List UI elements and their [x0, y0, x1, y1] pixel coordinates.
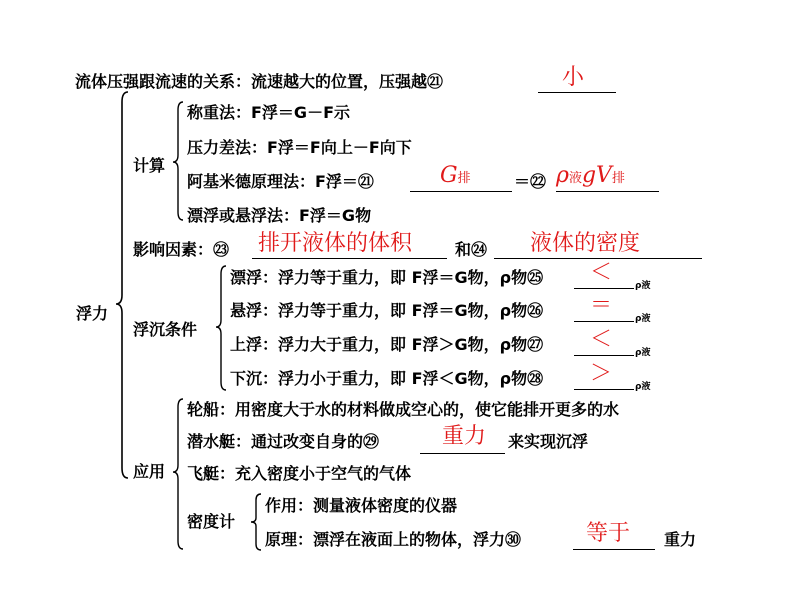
factors-prefix: 影响因素：㉓ — [133, 240, 230, 259]
sink-float-row-1: 漂浮：浮力等于重力，即 F浮＝G物，ρ物㉕ — [230, 268, 544, 287]
calc-label: 计算 — [133, 156, 166, 175]
flow-answer-underline — [538, 92, 616, 93]
hydrometer-use: 作用：测量液体密度的仪器 — [265, 496, 458, 515]
sink-float-label: 浮沉条件 — [133, 320, 198, 339]
sink-float-row-3: 上浮：浮力大于重力，即 F浮＞G物，ρ物㉗ — [230, 335, 544, 354]
archimedes-underline-2 — [556, 191, 659, 192]
factors-answer-density: 液体的密度 — [530, 231, 641, 256]
bracket-root — [114, 90, 134, 480]
archimedes-answer-g: G排 — [440, 163, 471, 188]
sink-float-underline-4 — [574, 389, 634, 390]
sink-float-suffix-2: ρ液 — [635, 314, 651, 324]
sink-float-suffix-4: ρ液 — [635, 382, 651, 392]
sink-float-underline-2 — [574, 321, 634, 322]
application-ship: 轮船：用密度大于水的材料做成空心的，使它能排开更多的水 — [187, 400, 620, 419]
flow-relation-text: 流体压强跟流速的关系：流速越大的位置，压强越㉑ — [75, 72, 444, 91]
calc-pressure-diff: 压力差法：F浮＝F向上－F向下 — [187, 138, 412, 157]
hydrometer-underline — [573, 549, 655, 550]
submarine-answer: 重力 — [442, 424, 487, 449]
hydrometer-principle-suffix: 重力 — [664, 530, 697, 549]
submarine-underline — [420, 453, 505, 454]
hydrometer-answer: 等于 — [586, 521, 631, 546]
sink-float-row-4: 下沉：浮力小于重力，即 F浮＜G物，ρ物㉘ — [230, 369, 544, 388]
archimedes-underline-1 — [410, 191, 512, 192]
factors-answer-volume: 排开液体的体积 — [258, 231, 413, 256]
calc-archimedes-equals: ＝㉒ — [514, 172, 547, 191]
sink-float-answer-3: ＜ — [590, 327, 613, 352]
archimedes-answer-rho: ρ液gV排 — [556, 163, 625, 188]
sink-float-row-2: 悬浮：浮力等于重力，即 F浮＝G物，ρ物㉖ — [230, 301, 544, 320]
bracket-calc — [172, 100, 186, 222]
sink-float-suffix-1: ρ液 — [635, 281, 651, 291]
sink-float-suffix-3: ρ液 — [635, 348, 651, 358]
application-submarine-prefix: 潜水艇：通过改变自身的㉙ — [187, 432, 380, 451]
application-submarine-suffix: 来实现沉浮 — [508, 432, 589, 451]
sink-float-answer-2: ＝ — [590, 293, 613, 318]
factors-underline-1 — [252, 258, 447, 259]
sink-float-answer-1: ＜ — [590, 260, 613, 285]
application-airship: 飞艇：充入密度小于空气的气体 — [187, 464, 412, 483]
bracket-hydrometer — [250, 492, 264, 552]
calc-archimedes-prefix: 阿基米德原理法：F浮＝㉑ — [187, 172, 374, 191]
bracket-sink-float — [215, 264, 229, 392]
bracket-application — [172, 397, 186, 551]
hydrometer-principle-prefix: 原理：漂浮在液面上的物体，浮力㉚ — [265, 530, 522, 549]
sink-float-underline-1 — [574, 288, 634, 289]
application-label: 应用 — [133, 462, 166, 481]
factors-middle: 和㉔ — [455, 240, 488, 259]
sink-float-answer-4: ＞ — [590, 361, 613, 386]
root-label-buoyancy: 浮力 — [76, 304, 109, 323]
hydrometer-label: 密度计 — [187, 512, 236, 531]
calc-weighing: 称重法：F浮＝G－F示 — [187, 103, 350, 122]
flow-answer: 小 — [562, 65, 585, 90]
sink-float-underline-3 — [574, 355, 634, 356]
factors-underline-2 — [494, 258, 702, 259]
calc-floating: 漂浮或悬浮法：F浮＝G物 — [187, 206, 372, 225]
